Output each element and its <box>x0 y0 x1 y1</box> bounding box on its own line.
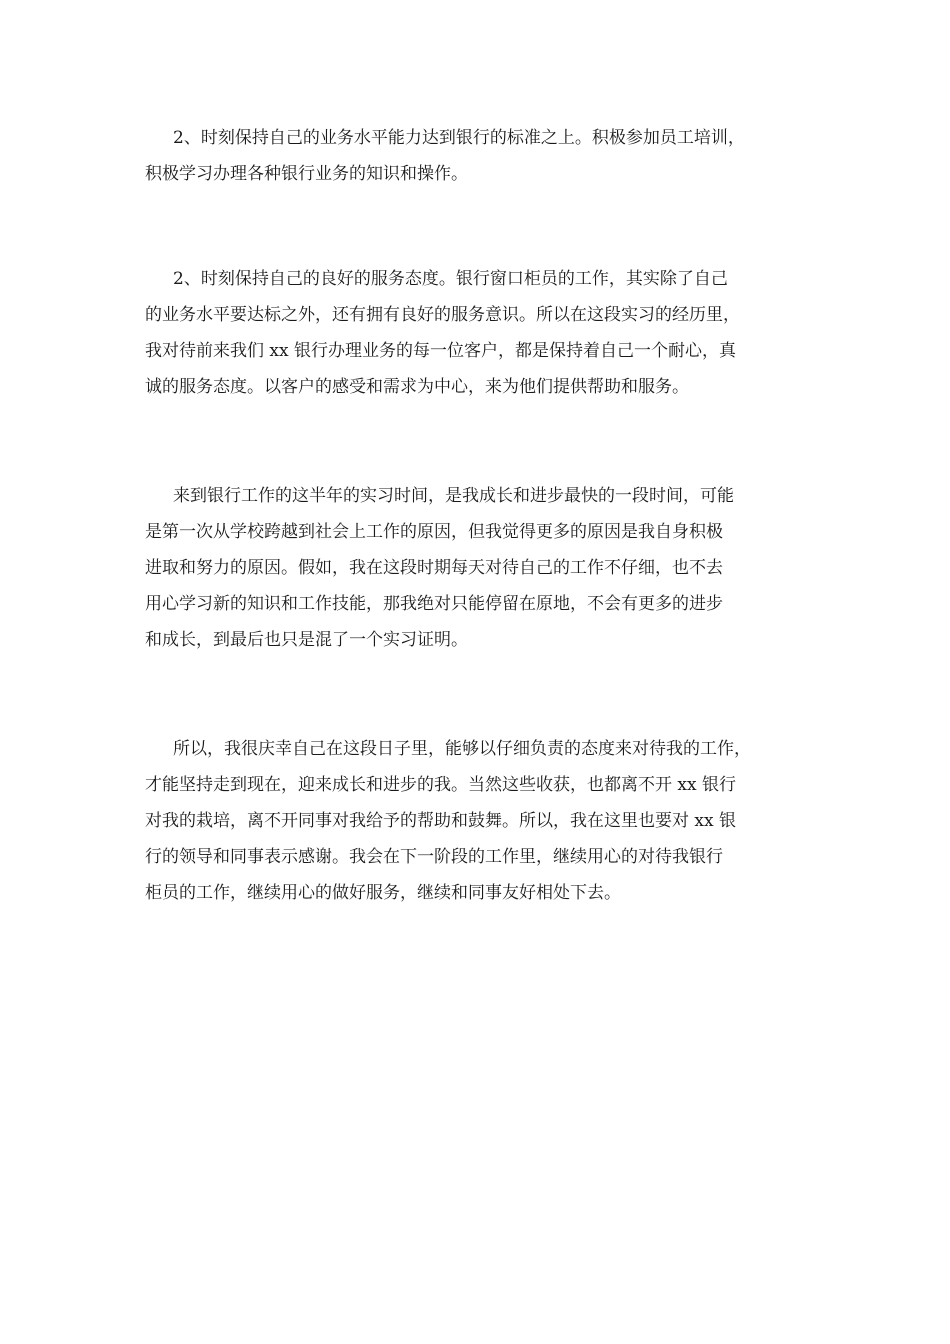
paragraph-line: 是第一次从学校跨越到社会上工作的原因，但我觉得更多的原因是我自身积极 <box>145 522 723 542</box>
paragraph-line: 诚的服务态度。以客户的感受和需求为中心，来为他们提供帮助和服务。 <box>145 377 689 397</box>
paragraph-line: 柜员的工作，继续用心的做好服务，继续和同事友好相处下去。 <box>145 883 621 903</box>
paragraph-line: 进取和努力的原因。假如，我在这段时期每天对待自己的工作不仔细，也不去 <box>145 558 723 578</box>
paragraph-line: 来到银行工作的这半年的实习时间，是我成长和进步最快的一段时间，可能 <box>173 486 734 506</box>
paragraph-line: 我对待前来我们 xx 银行办理业务的每一位客户，都是保持着自己一个耐心，真 <box>145 341 736 361</box>
paragraph-line: 的业务水平要达标之外，还有拥有良好的服务意识。所以在这段实习的经历里， <box>145 305 740 325</box>
paragraph-line: 才能坚持走到现在，迎来成长和进步的我。当然这些收获，也都离不开 xx 银行 <box>145 775 736 795</box>
paragraph-line: 对我的栽培，离不开同事对我给予的帮助和鼓舞。所以，我在这里也要对 xx 银 <box>145 811 736 831</box>
paragraph-line: 所以，我很庆幸自己在这段日子里，能够以仔细负责的态度来对待我的工作， <box>173 739 751 759</box>
paragraph-3 <box>145 478 815 658</box>
paragraph-line: 和成长，到最后也只是混了一个实习证明。 <box>145 630 468 650</box>
paragraph-2 <box>145 261 815 405</box>
paragraph-line: 2、时刻保持自己的业务水平能力达到银行的标准之上。积极参加员工培训， <box>173 128 745 148</box>
paragraph-line: 积极学习办理各种银行业务的知识和操作。 <box>145 164 468 184</box>
paragraph-line: 用心学习新的知识和工作技能，那我绝对只能停留在原地，不会有更多的进步 <box>145 594 723 614</box>
paragraph-4 <box>145 731 815 911</box>
paragraph-line: 行的领导和同事表示感谢。我会在下一阶段的工作里，继续用心的对待我银行 <box>145 847 723 867</box>
paragraph-1 <box>145 120 815 192</box>
paragraph-line: 2、时刻保持自己的良好的服务态度。银行窗口柜员的工作，其实除了自己 <box>173 269 728 289</box>
